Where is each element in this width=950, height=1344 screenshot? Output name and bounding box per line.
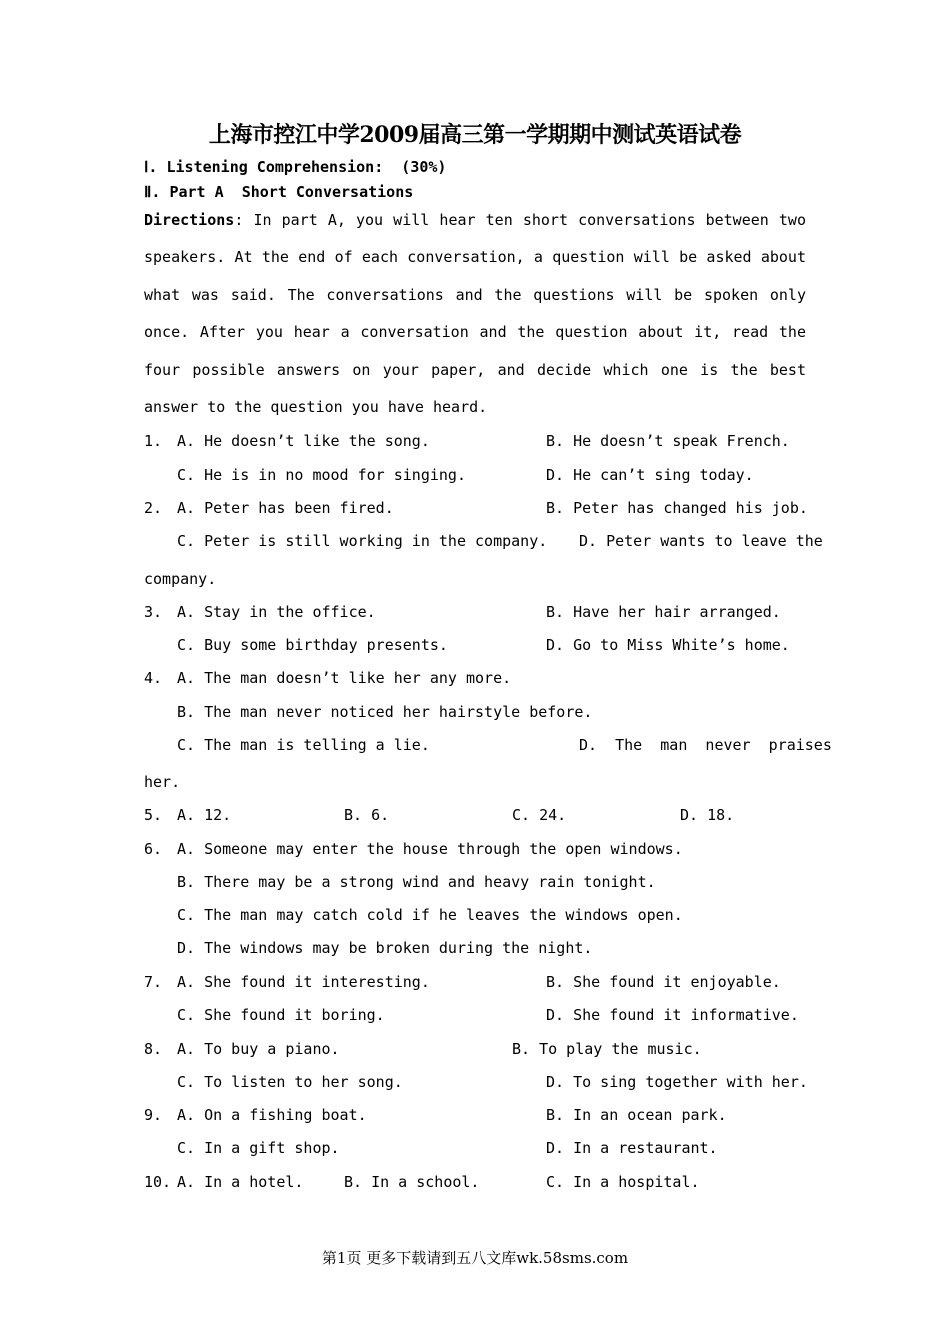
option-b: B. Peter has changed his job. <box>546 499 808 517</box>
option-b: B. 6. <box>344 806 390 824</box>
option-b: B. He doesn’t speak French. <box>546 432 790 450</box>
option-c: C. The man may catch cold if he leaves the windows open. <box>177 906 683 924</box>
option-c: C. He is in no mood for singing. <box>177 466 466 484</box>
option-d: D. The windows may be broken during the night. <box>177 939 593 957</box>
question-9-row-cd <box>144 1139 806 1159</box>
option-c: C. She found it boring. <box>177 1006 385 1024</box>
option-a: A. To buy a piano. <box>177 1040 340 1058</box>
question-4-continuation <box>144 773 806 793</box>
page-title: 上海市控江中学2009届高三第一学期期中测试英语试卷 <box>208 122 742 148</box>
option-d: D. She found it informative. <box>546 1006 799 1024</box>
question-6-row-a <box>144 840 806 860</box>
question-number: 7. <box>144 973 163 991</box>
option-c: C. To listen to her song. <box>177 1073 403 1091</box>
option-a: A. Stay in the office. <box>177 603 376 621</box>
question-7-row-cd <box>144 1006 806 1026</box>
option-d: D. Peter wants to leave the <box>579 532 823 550</box>
question-number: 6. <box>144 840 163 858</box>
option-c: C. Peter is still working in the company. <box>177 532 548 550</box>
question-6-row-c <box>144 906 806 926</box>
page-footer: 第1页 更多下载请到五八文库wk.58sms.com <box>321 1249 629 1267</box>
option-b: B. Have her hair arranged. <box>546 603 781 621</box>
option-c: C. The man is telling a lie. <box>177 736 430 754</box>
question-2-row-ab <box>144 499 806 519</box>
option-a: A. On a fishing boat. <box>177 1106 367 1124</box>
directions-text: : In part A, you will hear ten short conversations between two speakers. At the end of each conversation, a question will be asked about what was said. The conversations and the questions will be spoken only once. After you hear a conversation and the question about it, read the four possible answers on your paper, and decide which one is the best answer to the question you have heard. <box>144 211 806 417</box>
option-a: A. Someone may enter the house through the open windows. <box>177 840 683 858</box>
option-b: B. There may be a strong wind and heavy rain tonight. <box>177 873 656 891</box>
question-number: 8. <box>144 1040 163 1058</box>
directions-label: Directions <box>144 211 235 229</box>
question-number: 4. <box>144 669 163 687</box>
question-number: 2. <box>144 499 163 517</box>
question-2-row-cd <box>144 532 823 552</box>
question-8-row-cd <box>144 1073 806 1093</box>
option-a: A. Peter has been fired. <box>177 499 394 517</box>
option-c: C. In a hospital. <box>546 1173 700 1191</box>
option-a: A. In a hotel. <box>177 1173 304 1191</box>
question-3-row-cd <box>144 636 806 656</box>
option-a: A. The man doesn’t like her any more. <box>177 669 512 687</box>
option-d: D. Go to Miss White’s home. <box>546 636 790 654</box>
question-number: 1. <box>144 432 163 450</box>
question-2-continuation <box>144 570 806 590</box>
option-d: D. To sing together with her. <box>546 1073 808 1091</box>
question-number: 5. <box>144 806 163 824</box>
option-b: B. The man never noticed her hairstyle before. <box>177 703 593 721</box>
option-b: B. In a school. <box>344 1173 480 1191</box>
section-listening-heading: Ⅰ. Listening Comprehension: (30%) <box>144 158 447 176</box>
option-c: C. In a gift shop. <box>177 1139 340 1157</box>
question-10-row <box>144 1173 806 1193</box>
option-d: D. The man never praises <box>579 736 832 754</box>
directions-paragraph <box>144 202 806 426</box>
option-b: B. She found it enjoyable. <box>546 973 781 991</box>
option-b: B. To play the music. <box>512 1040 702 1058</box>
question-1-row-cd <box>144 466 806 486</box>
option-a: A. She found it interesting. <box>177 973 430 991</box>
option-d-continuation: company. <box>144 570 217 588</box>
question-6-row-d <box>144 939 806 959</box>
option-c: C. 24. <box>512 806 567 824</box>
option-d: D. 18. <box>680 806 735 824</box>
question-5-row <box>144 806 806 826</box>
option-a: A. He doesn’t like the song. <box>177 432 430 450</box>
option-b: B. In an ocean park. <box>546 1106 727 1124</box>
section-part-a-heading: Ⅱ. Part A Short Conversations <box>144 183 414 201</box>
question-7-row-ab <box>144 973 806 993</box>
option-d-continuation: her. <box>144 773 181 791</box>
question-3-row-ab <box>144 603 806 623</box>
question-6-row-b <box>144 873 806 893</box>
question-4-row-cd <box>144 736 832 756</box>
question-4-row-a <box>144 669 806 689</box>
question-9-row-ab <box>144 1106 806 1126</box>
question-number: 10. <box>144 1173 172 1191</box>
option-d: D. He can’t sing today. <box>546 466 754 484</box>
question-4-row-b <box>144 703 806 723</box>
question-number: 9. <box>144 1106 163 1124</box>
option-c: C. Buy some birthday presents. <box>177 636 448 654</box>
question-1-row-ab <box>144 432 806 452</box>
option-a: A. 12. <box>177 806 232 824</box>
option-d: D. In a restaurant. <box>546 1139 718 1157</box>
question-number: 3. <box>144 603 163 621</box>
question-8-row-ab <box>144 1040 806 1060</box>
